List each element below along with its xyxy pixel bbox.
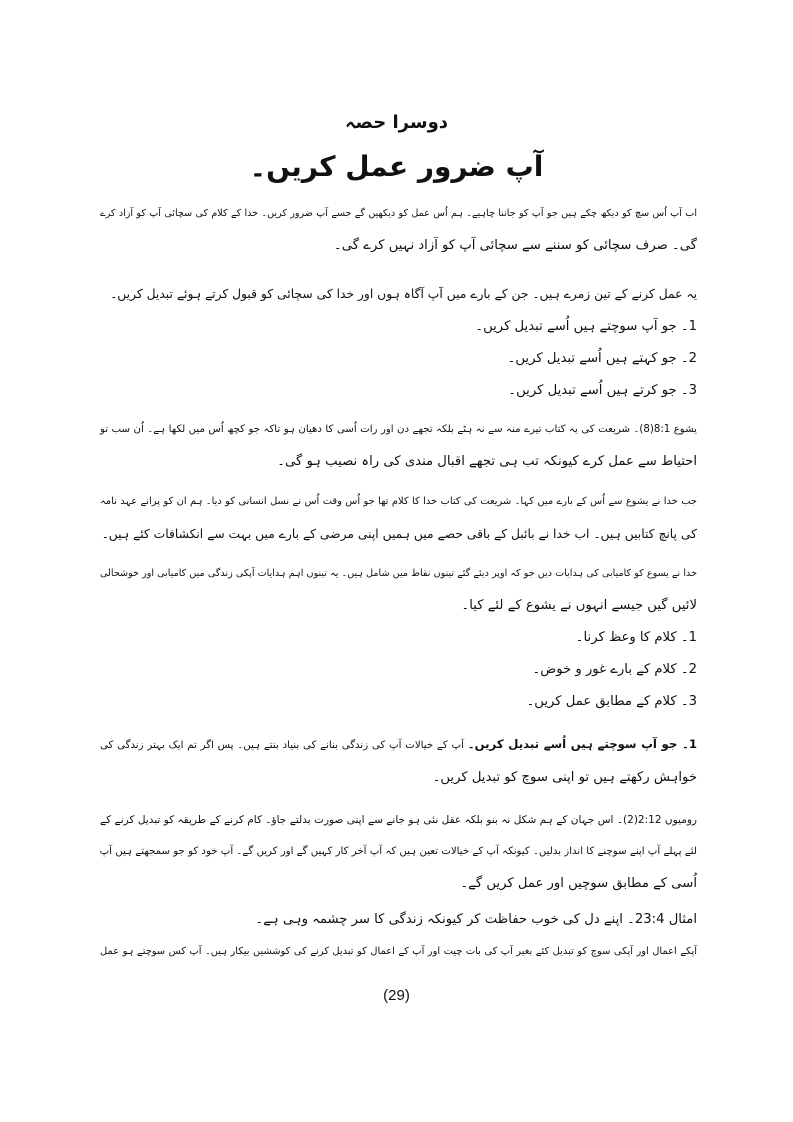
- text-line: امثال 23:4۔ اپنے دل کی خوب حفاظت کر کیونکہ زندگی کا سر چشمہ وہی ہے۔: [255, 912, 697, 927]
- paragraph-proverbs-verse: [100, 904, 697, 936]
- paragraph-change-thinking: [100, 728, 697, 794]
- list-item: 1۔ کلام کا وعظ کرنا۔: [575, 630, 697, 645]
- text-line: اُسی کے مطابق سوچیں اور عمل کریں گے۔: [460, 876, 697, 891]
- text-line: اب آپ اُس سچ کو دیکھ چکے ہیں جو آپ کو جاننا چاہیے۔ ہم اُس عمل کو دیکھیں گے جسے آپ ضرور کریں۔ خدا کے کلام کی سچائی آپ کو آزاد کرے: [100, 208, 697, 219]
- page-number: (29): [383, 987, 410, 1004]
- section-label: دوسرا حصہ: [344, 112, 449, 133]
- text-line: کی پانچ کتابیں ہیں۔ اب خدا نے بائبل کے باقی حصے میں ہمیں اپنی مرضی کے بارے میں بہت سے انکشافات کئے ہیں۔: [101, 527, 697, 541]
- section-heading: 1۔ جو آپ سوچتے ہیں اُسے تبدیل کریں۔: [467, 737, 697, 751]
- page-title: آپ ضرور عمل کریں۔: [249, 150, 544, 183]
- list-item: 2۔ کلام کے بارے غور و خوض۔: [532, 662, 697, 677]
- paragraph-intro: [100, 198, 697, 262]
- text-line: یہ عمل کرنے کے تین زمرے ہیں۔ جن کے بارے میں آپ آگاہ ہوں اور خدا کی سچائی کو قبول کرتے ہوئے تبدیل کریں۔: [110, 287, 697, 301]
- paragraph-actions: [100, 936, 697, 968]
- text-line: لائیں گیں جیسے انہوں نے یشوع کے لئے کیا۔: [461, 598, 697, 613]
- list-item: 2۔ جو کہتے ہیں اُسے تبدیل کریں۔: [507, 351, 697, 366]
- paragraph-joshua-verse: [100, 414, 697, 478]
- list-item: 3۔ جو کرتے ہیں اُسے تبدیل کریں۔: [508, 383, 697, 398]
- list-item: 1۔ جو آپ سوچتے ہیں اُسے تبدیل کریں۔: [475, 319, 697, 334]
- text-line: یشوع 8:1(8)۔ شریعت کی یہ کتاب تیرے منہ سے نہ ہٹے بلکہ تجھے دن اور رات اُسی کا دھیان ہو تاکہ جو کچھ اُس میں لکھا ہے۔ اُن سب تو: [100, 424, 697, 435]
- text-line: گی۔ صرف سچائی کو سننے سے سچائی آپ کو آزاد نہیں کرے گی۔: [334, 238, 697, 253]
- list-item: 3۔ کلام کے مطابق عمل کریں۔: [526, 694, 697, 709]
- text-line: [100, 728, 697, 762]
- text-line: جب خدا نے یشوع سے اُس کے بارے میں کہا۔ شریعت کی کتاب خدا کا کلام تھا جو اُس وقت اُس نے نسل انسانی کو دیا۔ ہم ان کو پرانے عہد نامہ: [100, 496, 697, 507]
- paragraph-romans-verse: [100, 804, 697, 900]
- text-line: خدا نے یسوع کو کامیابی کی ہدایات دیں جو کہ اوپر دیئے گئے تینوں نقاط میں شامل ہیں۔ یہ تینوں اہم ہدایات آپکی زندگی میں کامیابی اور خوشحالی: [100, 568, 697, 579]
- text-span: آپ کے خیالات آپ کی زندگی بنانے کی بنیاد بنتے ہیں۔ پس اگر تم ایک بہتر زندگی کی: [100, 740, 468, 751]
- paragraph-law-book: [100, 486, 697, 550]
- text-line: احتیاط سے عمل کرے کیونکہ تب ہی تجھے اقبال مندی کی راہ نصیب ہو گی۔: [277, 454, 697, 469]
- list-word-steps: [100, 622, 697, 718]
- text-line: رومیوں 2:12(2)۔ اس جہان کے ہم شکل نہ بنو بلکہ عقل نئی ہو جانے سے اپنی صورت بدلتے جاؤ۔ کام کرنے کے طریقہ کو تبدیل کرنے کے: [100, 814, 697, 826]
- paragraph-success-instructions: [100, 558, 697, 622]
- text-line: آپکے اعمال اور آپکی سوچ کو تبدیل کئے بغیر آپ کی بات چیت اور آپ کے اعمال کو تبدیل کرنے کی کوششیں بیکار ہیں۔ آپ کس سوچتے ہو عمل: [100, 946, 697, 957]
- text-line: خواہش رکھتے ہیں تو اپنی سوچ کو تبدیل کریں۔: [432, 770, 697, 785]
- text-line: لئے پہلے آپ اپنے سوچنے کا انداز بدلیں۔ کیونکہ آپ کے خیالات تعین ہیں کہ آپ آخر کار کہیں گے اور کریں گے۔ آپ خود کو جو سمجھتے ہیں آپ: [99, 846, 697, 857]
- paragraph-categories: [100, 278, 697, 310]
- list-change-categories: [100, 311, 697, 407]
